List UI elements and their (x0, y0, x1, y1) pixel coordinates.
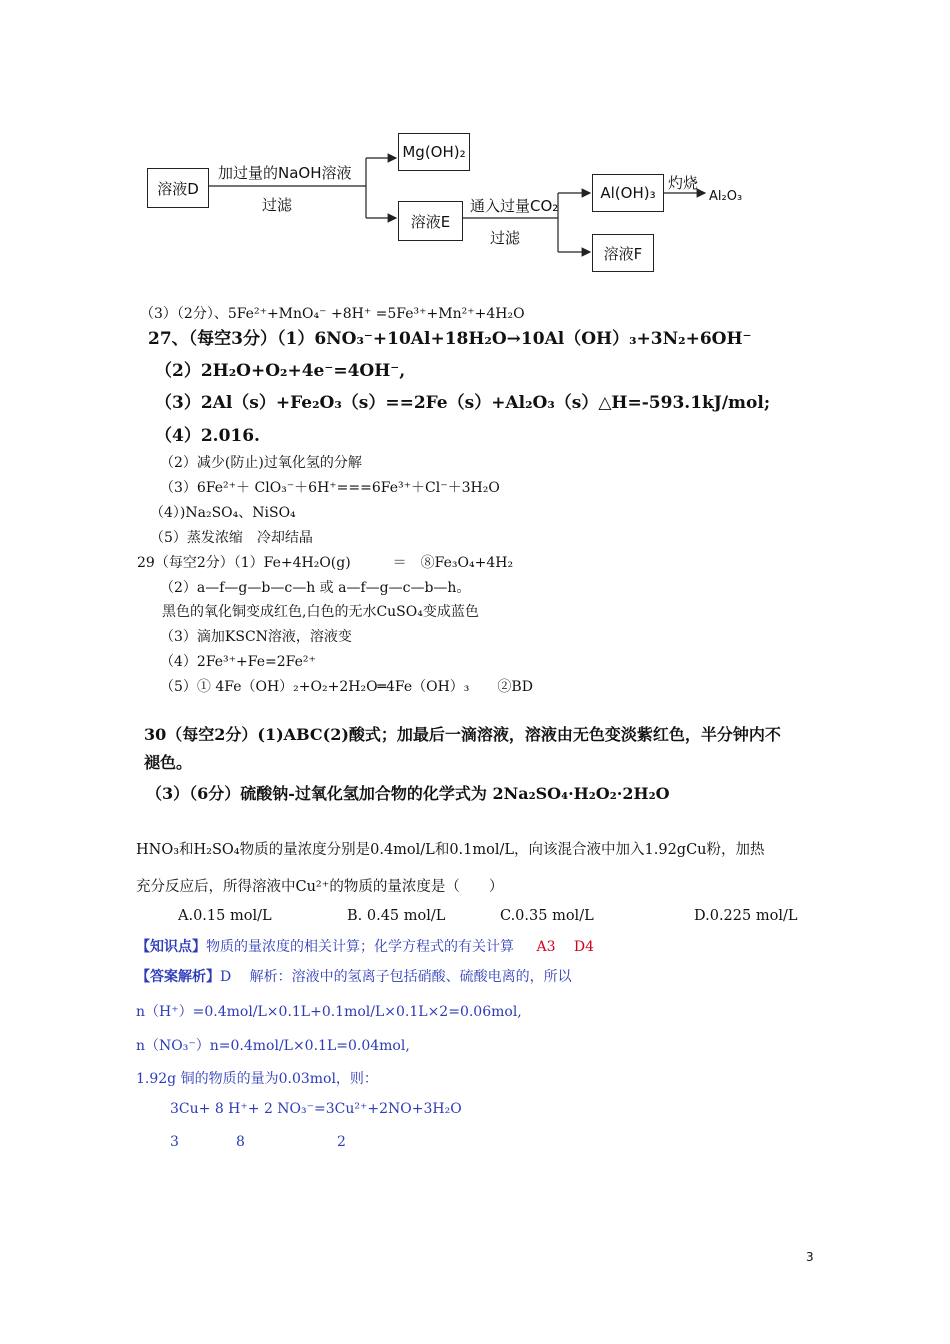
option-c: C.0.35 mol/L (500, 908, 594, 924)
arrow2-top-label: 通入过量CO₂ (470, 197, 559, 215)
answer-29-2: （2）a—f—g—b—c—h 或 a—f—g—c—b—h。 (160, 580, 471, 596)
answer-30-3: （3）（6分）硫酸钠-过氧化氢加合物的化学式为 2Na₂SO₄·H₂O₂·2H₂O (146, 784, 670, 803)
knowledge-point-codes: A3 D4 (536, 939, 595, 955)
option-a: A.0.15 mol/L (178, 908, 272, 924)
solution-f-box (592, 234, 654, 272)
answer-29-5: （5）① 4Fe（OH）₂+O₂+2H₂O═4Fe（OH）₃ ②BD (160, 679, 533, 695)
solution-e-box (398, 201, 463, 241)
calc-line-3: 1.92g 铜的物质的量为0.03mol，则： (136, 1071, 378, 1087)
answer-29-2b: 黑色的氧化铜变成红色,白色的无水CuSO₄变成蓝色 (162, 604, 479, 620)
al-oh3-label: Al(OH)₃ (600, 184, 656, 202)
calc-line-2: n（NO₃⁻）n=0.4mol/L×0.1L=0.04mol, (136, 1038, 410, 1054)
solution-f-label: 溶液F (603, 244, 643, 263)
answer-29-1: 29（每空2分）（1）Fe+4H₂O(g) ＝ ⑧Fe₃O₄+4H₂ (137, 555, 514, 571)
arrow1-top-label: 加过量的NaOH溶液 (218, 164, 352, 182)
answer-27-1: 27、（每空3分）（1）6NO₃⁻+10Al+18H₂O→10Al（OH）₃+3N₂+6OH⁻ (148, 329, 752, 349)
arrow2-bottom-label: 过滤 (490, 229, 521, 247)
answer-27-4: （4）2.016. (155, 426, 260, 446)
answer-30-1: 30（每空2分）(1)ABC(2)酸式；加最后一滴溶液，溶液由无色变淡紫红色，半分钟内不 (144, 725, 781, 744)
knowledge-point (136, 936, 594, 956)
answer-28-5: （5）蒸发浓缩 冷却结晶 (150, 530, 313, 546)
knowledge-point-text: 物质的量浓度的相关计算；化学方程式的有关计算 (206, 939, 514, 955)
solution-e-label: 溶液E (410, 212, 451, 231)
flow-arrows (0, 0, 950, 290)
page-number: 3 (806, 1250, 814, 1264)
coefficient-2: 8 (236, 1134, 245, 1150)
reaction-equation: 3Cu+ 8 H⁺+ 2 NO₃⁻=3Cu²⁺+2NO+3H₂O (170, 1101, 462, 1117)
answer-28-2: （2）减少(防止)过氧化氢的分解 (160, 455, 362, 471)
answer-28-3: （3）6Fe²⁺＋ ClO₃⁻＋6H⁺===6Fe³⁺＋Cl⁻＋3H₂O (160, 480, 500, 496)
answer-analysis-text: D 解析：溶液中的氢离子包括硝酸、硫酸电离的，所以 (220, 969, 572, 985)
answer-analysis-tag: 【答案解析】 (136, 969, 220, 985)
answer-analysis (136, 966, 572, 986)
calc-line-1: n（H⁺）=0.4mol/L×0.1L+0.1mol/L×0.1L×2=0.06mol, (136, 1004, 522, 1020)
al-oh3-box (592, 174, 664, 212)
answer-30-1b: 褪色。 (144, 753, 193, 772)
answer-27-3: （3）2Al（s）+Fe₂O₃（s）==2Fe（s）+Al₂O₃（s）△H=-593.1kJ/mol; (155, 393, 771, 413)
mg-oh2-box (398, 133, 470, 171)
option-b: B. 0.45 mol/L (347, 908, 446, 924)
coefficient-1: 3 (170, 1134, 179, 1150)
solution-d-label: 溶液D (157, 179, 199, 198)
question-stem-1: HNO₃和H₂SO₄物质的量浓度分别是0.4mol/L和0.1mol/L，向该混合液中加入1.92gCu粉，加热 (136, 842, 765, 858)
solution-d-box (147, 168, 209, 208)
al2o3-label: Al₂O₃ (709, 189, 743, 204)
arrow1-bottom-label: 过滤 (262, 196, 293, 214)
answer-29-4: （4）2Fe³⁺+Fe=2Fe²⁺ (160, 654, 316, 670)
answer-27-2: （2）2H₂O+O₂+4e⁻=4OH⁻, (155, 361, 406, 381)
knowledge-point-tag: 【知识点】 (136, 939, 206, 955)
mg-oh2-label: Mg(OH)₂ (402, 143, 466, 161)
answer-29-3: （3）滴加KSCN溶液，溶液变 (160, 629, 352, 645)
option-d: D.0.225 mol/L (694, 908, 798, 924)
calcine-label: 灼烧 (668, 174, 699, 192)
question-stem-2: 充分反应后，所得溶液中Cu²⁺的物质的量浓度是（ ） (136, 879, 504, 895)
answer-26-3: （3）（2分）、5Fe²⁺+MnO₄⁻ +8H⁺ =5Fe³⁺+Mn²⁺+4H₂O (140, 306, 525, 322)
answer-28-4: （4）)Na₂SO₄、NiSO₄ (150, 505, 296, 521)
coefficient-3: 2 (337, 1134, 346, 1150)
